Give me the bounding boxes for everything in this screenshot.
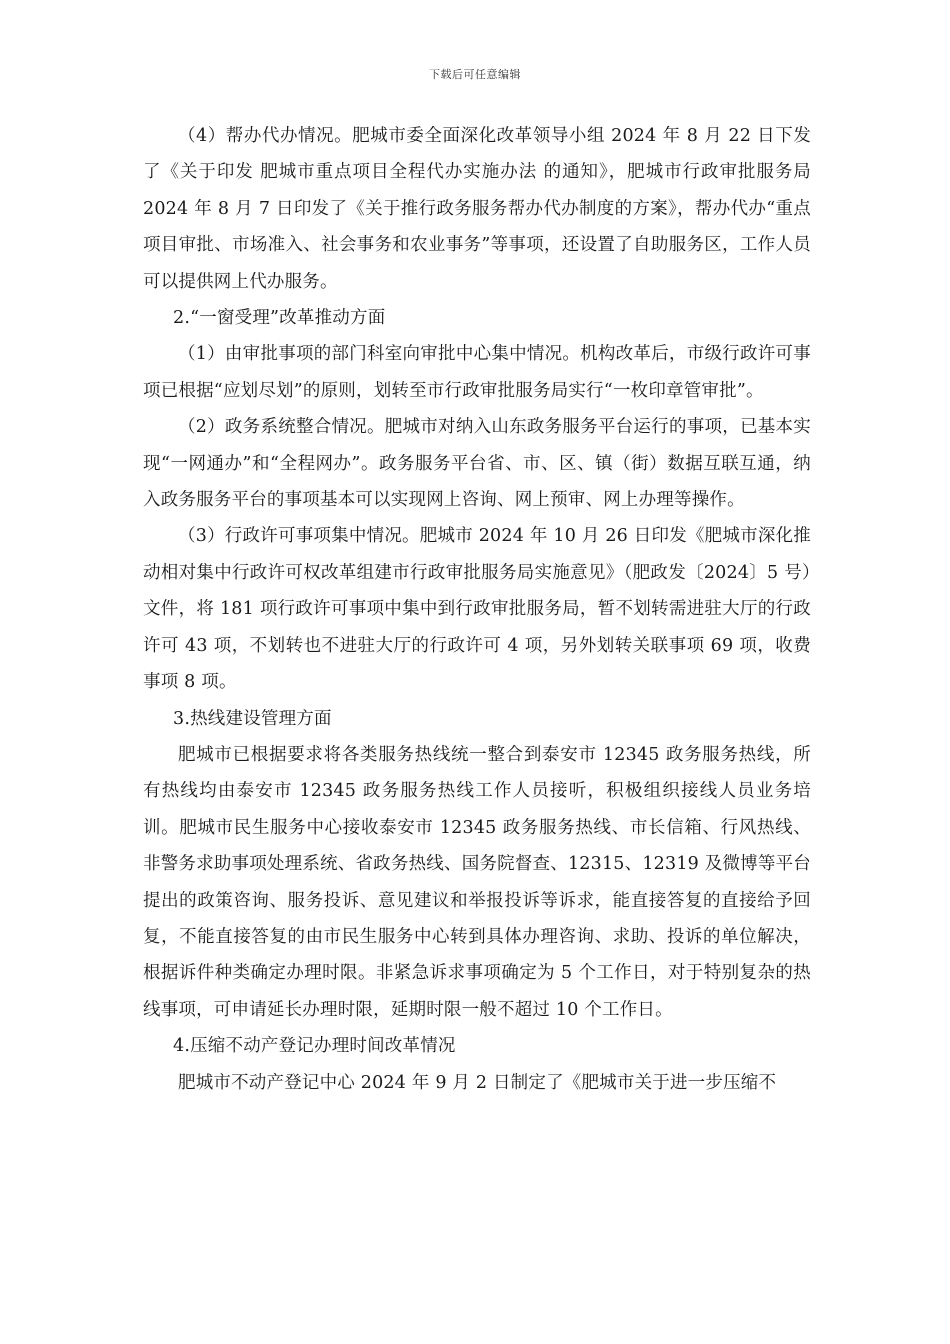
paragraph-approval-centralization: （1）由审批事项的部门科室向审批中心集中情况。机构改革后，市级行政许可事项已根据“应划尽划”的原则，划转至市行政审批服务局实行“一枚印章管审批”。 bbox=[143, 344, 811, 401]
header-note: 下载后可任意编辑 bbox=[429, 68, 521, 81]
paragraph-hotline-management: 肥城市已根据要求将各类服务热线统一整合到泰安市 12345 政务服务热线，所有热线均由泰安市 12345 政务服务热线工作人员接听，积极组织接线人员业务培训。肥城市民生服务中心接收泰安市 12345 政务服务热线、市长信箱、行风热线、非警务求助事项处理系统、省政务热线、国务院督查、12315、12319 及微博等平台提出的政策咨询、服务投诉、意见建议和举报投诉等诉求，能直接答复的直接给予回复，不能直接答复的由市民生服务中心转到具体办理咨询、求助、投诉的单位解决，根据诉件种类确定办理时限。非紧急诉求事项确定为 5 个工作日，对于特别复杂的热线事项，可申请延长办理时限，延期时限一般不超过 10 个工作日。 bbox=[143, 744, 811, 1020]
paragraph-license-concentration: （3）行政许可事项集中情况。肥城市 2024 年 10 月 26 日印发《肥城市深化推动相对集中行政许可权改革组建市行政审批服务局实施意见》（肥政发〔2024〕5 号）文件，将 181 项行政许可事项中集中到行政审批服务局，暂不划转需进驻大厅的行政许可 43 项，不划转也不进驻大厅的行政许可 4 项，另外划转关联事项 69 项，收费事项 8 项。 bbox=[143, 526, 811, 693]
paragraph-system-integration: （2）政务系统整合情况。肥城市对纳入山东政务服务平台运行的事项，已基本实现“一网通办”和“全程网办”。政务服务平台省、市、区、镇（街）数据互联互通，纳入政务服务平台的事项基本可以实现网上咨询、网上预审、网上办理等操作。 bbox=[143, 417, 811, 511]
section-heading-real-estate: 4.压缩不动产登记办理时间改革情况 bbox=[173, 1036, 456, 1057]
paragraph-real-estate-registration: 肥城市不动产登记中心 2024 年 9 月 2 日制定了《肥城市关于进一步压缩不 bbox=[178, 1072, 777, 1093]
paragraph-assistance-agency: （4）帮办代办情况。肥城市委全面深化改革领导小组 2024 年 8 月 22 日下发了《关于印发 肥城市重点项目全程代办实施办法 的通知》，肥城市行政审批服务局 2024 年 8 月 7 日印发了《关于推行政务服务帮办代办制度的方案》，帮办代办“重点项目审批、市场准入、社会事务和农业事务”等事项，还设置了自助服务区，工作人员可以提供网上代办服务。 bbox=[143, 126, 811, 292]
document-body bbox=[143, 118, 811, 1101]
section-heading-hotline: 3.热线建设管理方面 bbox=[173, 708, 332, 729]
section-heading-one-window: 2.“一窗受理”改革推动方面 bbox=[173, 308, 386, 329]
